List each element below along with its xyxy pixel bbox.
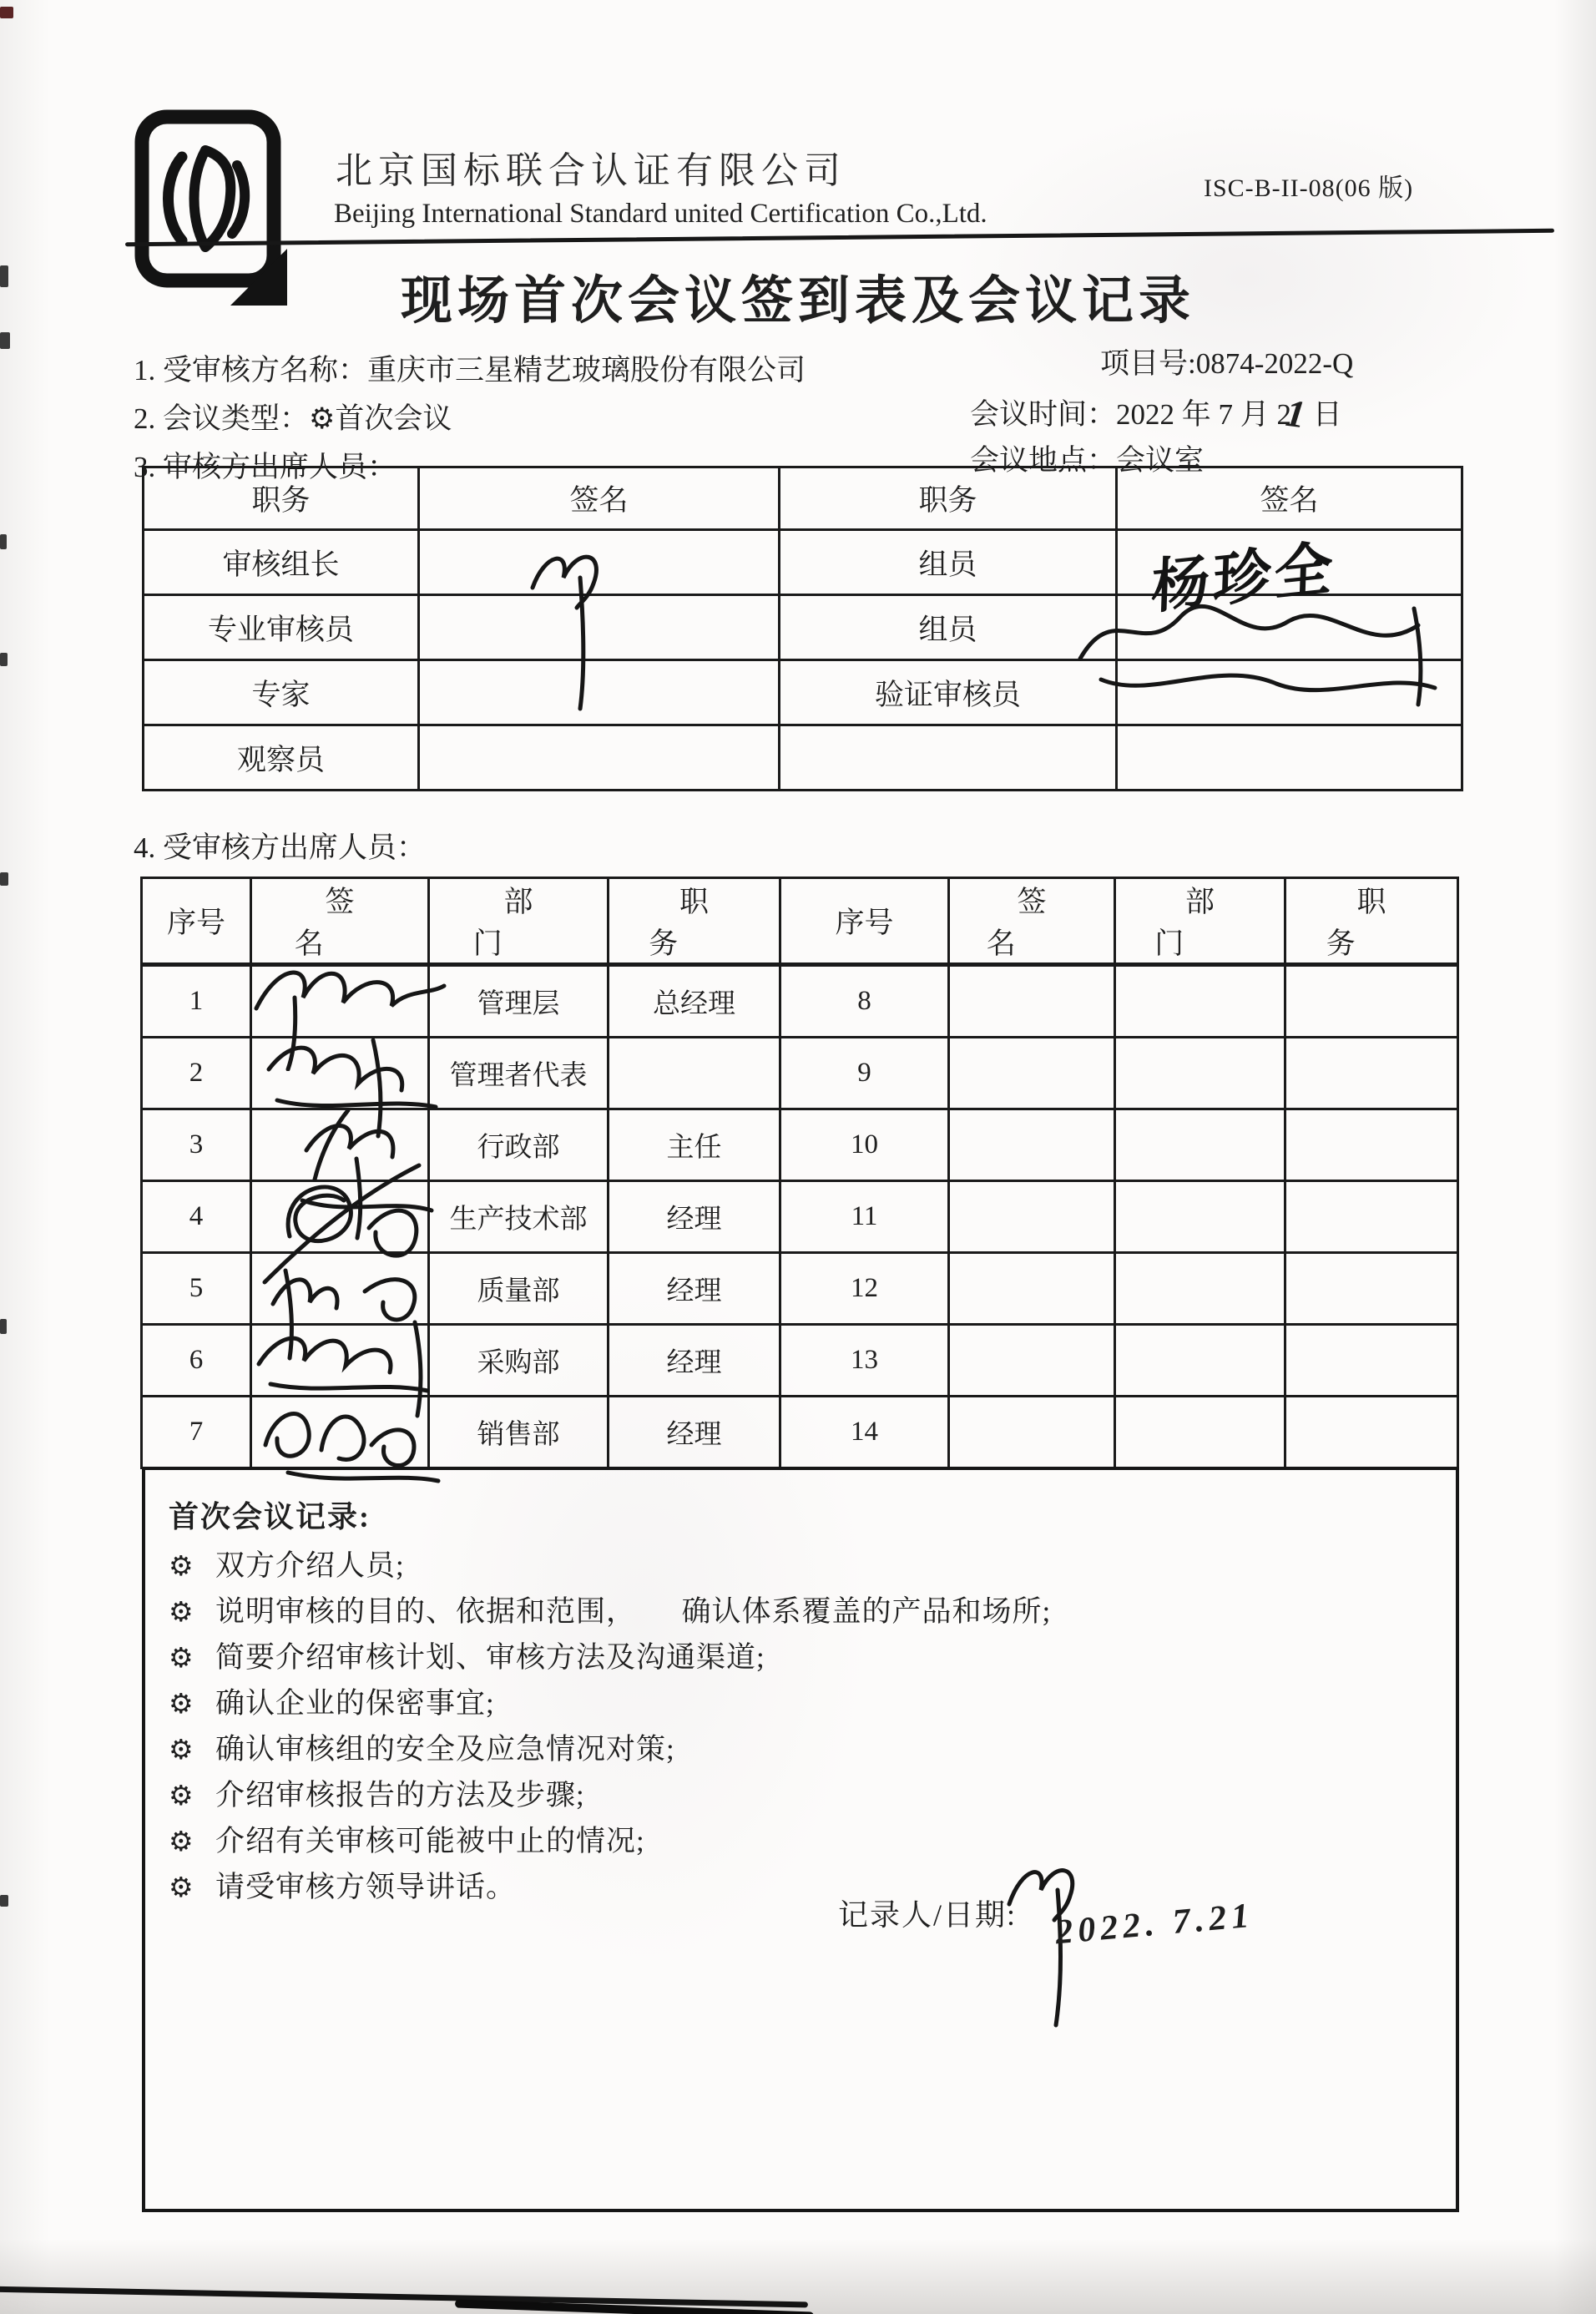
table-row [142, 1038, 1458, 1109]
title-cell [1285, 1397, 1458, 1468]
bullet-text: 介绍审核报告的方法及步骤; [215, 1779, 585, 1811]
scan-artifact [0, 265, 8, 287]
role-cell: 组员 [780, 530, 1117, 595]
no-cell: 11 [780, 1181, 949, 1253]
scan-artifact [0, 872, 8, 886]
table-row [142, 1109, 1458, 1181]
title-cell [1285, 1253, 1458, 1325]
meeting-time-value: 2022 年 7 月 2 [1116, 398, 1292, 431]
col-no: 序号 [142, 878, 251, 965]
scan-artifact [0, 653, 8, 666]
col-title: 职务 [1285, 878, 1458, 965]
meeting-type-label: 2. 会议类型： [134, 402, 310, 435]
gear-bullet-icon: ⚙ [169, 1690, 194, 1720]
dept-cell [1115, 1253, 1285, 1325]
table-row [142, 1253, 1458, 1325]
signature-cell [1117, 530, 1462, 622]
signature-cell [949, 1325, 1115, 1397]
record-heading: 首次会议记录: [169, 1500, 371, 1533]
title-cell [1285, 1038, 1458, 1109]
signature-cell [251, 1325, 429, 1397]
title-cell: 总经理 [609, 965, 780, 1038]
audited-org-line [134, 347, 806, 389]
signature-cell [251, 1253, 429, 1325]
list-item [169, 1727, 1421, 1773]
no-cell: 9 [780, 1038, 949, 1109]
handwritten-day-digit: 1 [1283, 391, 1308, 437]
attendee-header-row [142, 878, 1458, 965]
signature-cell [419, 725, 780, 791]
bullet-text: 简要介绍审核计划、审核方法及沟通渠道; [215, 1641, 765, 1674]
dept-cell [1115, 1181, 1285, 1253]
meeting-place-value: 会议室 [1116, 444, 1205, 477]
table-row [142, 1325, 1458, 1397]
list-item [169, 1544, 1421, 1589]
audited-attendees-label: 4. 受审核方出席人员： [134, 831, 427, 864]
no-cell: 1 [142, 965, 251, 1038]
signature-cell [949, 1253, 1115, 1325]
table-row [142, 965, 1458, 1038]
dept-cell [1115, 965, 1285, 1038]
dept-cell: 生产技术部 [429, 1181, 609, 1253]
title-cell [1285, 1109, 1458, 1181]
dept-cell [1115, 1397, 1285, 1468]
table-row [142, 1181, 1458, 1253]
gear-bullet-icon: ⚙ [169, 1781, 194, 1811]
title-cell: 主任 [609, 1109, 780, 1181]
dept-cell: 质量部 [429, 1253, 609, 1325]
auditor-table [142, 466, 1463, 791]
company-name-cn: 北京国标联合认证有限公司 [336, 150, 846, 191]
col-signature: 签名 [949, 878, 1115, 965]
audited-org-value: 重庆市三星精艺玻璃股份有限公司 [367, 354, 806, 387]
role-cell: 专家 [144, 660, 419, 725]
signature-cell [949, 1181, 1115, 1253]
dept-cell [1115, 1038, 1285, 1109]
project-no-line [1100, 341, 1353, 382]
signature-cell [949, 1038, 1115, 1109]
table-row [144, 660, 1462, 725]
page-title: 现场首次会议签到表及会议记录 [400, 273, 1195, 330]
bullet-text: 请受审核方领导讲话。 [215, 1871, 517, 1903]
role-cell: 专业审核员 [144, 595, 419, 660]
dept-cell: 管理层 [429, 965, 609, 1038]
title-cell [1285, 1181, 1458, 1253]
list-item [169, 1681, 1421, 1727]
no-cell: 14 [780, 1397, 949, 1468]
no-cell: 8 [780, 965, 949, 1038]
col-department: 部门 [429, 878, 609, 965]
no-cell: 6 [142, 1325, 251, 1397]
page-edge-line [0, 2286, 808, 2308]
signature-cell [251, 1397, 429, 1468]
signature-cell [419, 595, 780, 660]
role-cell: 组员 [780, 595, 1117, 660]
title-cell: 经理 [609, 1181, 780, 1253]
scan-artifact [0, 1319, 7, 1334]
signature-cell [1117, 595, 1462, 660]
meeting-type-line [134, 396, 452, 437]
dept-cell [1115, 1109, 1285, 1181]
list-item [169, 1589, 1421, 1635]
bullet-text: 说明审核的目的、依据和范围， 确认体系覆盖的产品和场所; [215, 1595, 1052, 1628]
list-item [169, 1819, 1421, 1865]
no-cell: 4 [142, 1181, 251, 1253]
no-cell: 2 [142, 1038, 251, 1109]
doc-code: ISC-B-II-08(06 版) [1204, 174, 1414, 202]
col-title: 职务 [609, 878, 780, 965]
audited-org-label: 1. 受审核方名称： [134, 354, 368, 387]
table-row [142, 1397, 1458, 1468]
role-cell: 审核组长 [144, 530, 419, 595]
gear-bullet-icon: ⚙ [169, 1736, 194, 1766]
title-cell: 经理 [609, 1397, 780, 1468]
signature-cell [251, 1109, 429, 1181]
title-cell: 经理 [609, 1325, 780, 1397]
meeting-time-line [970, 389, 1342, 437]
dept-cell: 管理者代表 [429, 1038, 609, 1109]
title-cell: 经理 [609, 1253, 780, 1325]
signature-cell [1117, 725, 1462, 791]
signature-cell [251, 1038, 429, 1109]
dept-cell: 采购部 [429, 1325, 609, 1397]
gear-bullet-icon: ⚙ [169, 1827, 194, 1857]
title-cell [1285, 1325, 1458, 1397]
signature-cell [251, 1181, 429, 1253]
col-department: 部门 [1115, 878, 1285, 965]
role-cell: 观察员 [144, 725, 419, 791]
bullet-text: 确认企业的保密事宜; [215, 1687, 495, 1720]
gear-bullet-icon: ⚙ [169, 1644, 194, 1674]
no-cell: 10 [780, 1109, 949, 1181]
role-cell [780, 725, 1117, 791]
project-no-label: 项目号: [1100, 347, 1196, 380]
auditor-attendees-label: 3. 审核方出席人员： [134, 451, 397, 483]
meeting-type-value: ⚙首次会议 [309, 402, 452, 435]
dept-cell: 销售部 [429, 1397, 609, 1468]
scan-artifact [0, 1895, 8, 1907]
signature-cell [251, 965, 429, 1038]
signature-cell [949, 965, 1115, 1038]
list-item [169, 1635, 1421, 1681]
header-divider [125, 229, 1554, 246]
no-cell: 12 [780, 1253, 949, 1325]
signature-cell [949, 1109, 1115, 1181]
col-signature: 签名 [1117, 467, 1462, 530]
bullet-text: 双方介绍人员; [215, 1549, 405, 1582]
member-signature-text: 杨珍全 [1150, 537, 1337, 622]
project-no-value: 0874-2022-Q [1195, 347, 1354, 380]
attendee-table [140, 877, 1459, 1469]
bullet-text: 确认审核组的安全及应急情况对策; [215, 1733, 675, 1766]
meeting-place-label: 会议地点： [970, 444, 1117, 477]
col-signature: 签名 [419, 467, 780, 530]
table-row [144, 725, 1462, 791]
dept-cell: 行政部 [429, 1109, 609, 1181]
role-cell: 验证审核员 [780, 660, 1117, 725]
meeting-time-label: 会议时间： [970, 398, 1117, 431]
signature-cell [419, 530, 780, 595]
gear-bullet-icon: ⚙ [169, 1873, 194, 1903]
no-cell: 5 [142, 1253, 251, 1325]
dept-cell [1115, 1325, 1285, 1397]
record-bullet-list [169, 1544, 1421, 1911]
col-no: 序号 [780, 878, 949, 965]
no-cell: 7 [142, 1397, 251, 1468]
recorder-date-label: 记录人/日期: [838, 1898, 1018, 1932]
col-role: 职务 [144, 467, 419, 530]
scan-artifact [0, 332, 10, 349]
handwritten-date: 2022. 7.21 [1053, 1896, 1256, 1953]
company-name-en: Beijing International Standard united Certification Co.,Ltd. [334, 199, 987, 229]
col-signature: 签名 [251, 878, 429, 965]
no-cell: 3 [142, 1109, 251, 1181]
bullet-text: 介绍有关审核可能被中止的情况; [215, 1825, 645, 1857]
signature-cell [1117, 660, 1462, 725]
signature-cell [419, 660, 780, 725]
meeting-record-box [142, 1467, 1459, 2212]
auditor-header-row [144, 467, 1462, 530]
table-row [144, 595, 1462, 660]
scan-artifact [0, 534, 7, 549]
gear-bullet-icon: ⚙ [169, 1552, 194, 1582]
meeting-time-suffix: 日 [1306, 398, 1342, 431]
no-cell: 13 [780, 1325, 949, 1397]
signature-cell [949, 1397, 1115, 1468]
title-cell [609, 1038, 780, 1109]
gear-bullet-icon: ⚙ [169, 1598, 194, 1628]
list-item [169, 1773, 1421, 1819]
table-row [144, 530, 1462, 595]
scan-artifact [0, 7, 13, 18]
col-role: 职务 [780, 467, 1117, 530]
title-cell [1285, 965, 1458, 1038]
